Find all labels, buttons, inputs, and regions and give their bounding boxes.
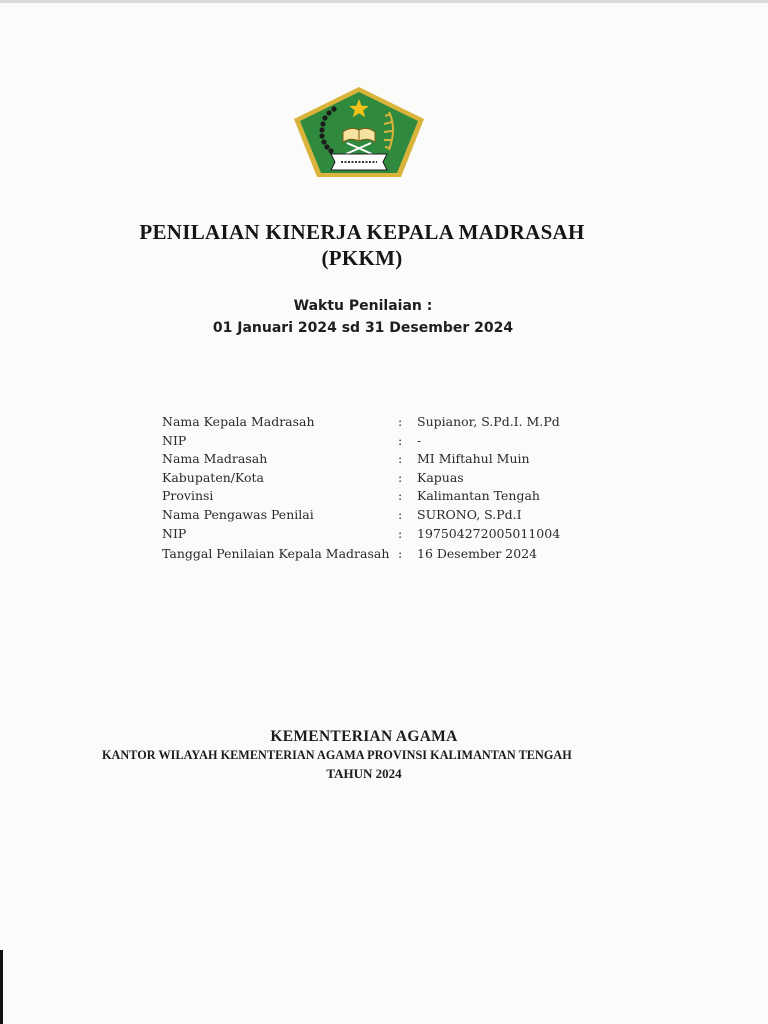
regional-office-name: KANTOR WILAYAH KEMENTERIAN AGAMA PROVINSI KALIMANTAN TENGAH (102, 748, 572, 762)
kementerian-agama-emblem-icon (291, 84, 427, 180)
info-separator: : (398, 488, 403, 504)
info-separator: : (398, 546, 403, 562)
assessment-period-label: Waktu Penilaian : (293, 298, 433, 314)
identity-table (162, 414, 642, 565)
info-value: 16 Desember 2024 (417, 546, 538, 562)
assessment-period-value: 01 Januari 2024 sd 31 Desember 2024 (212, 320, 514, 336)
scan-edge-mark (0, 950, 3, 1024)
info-separator: : (398, 469, 403, 485)
info-label: Kabupaten/Kota (162, 469, 264, 485)
info-separator: : (398, 525, 403, 541)
info-row-principal-name (162, 414, 642, 433)
ministry-name: KEMENTERIAN AGAMA (270, 728, 458, 745)
info-row-province (162, 488, 642, 507)
info-row-supervisor-nip (162, 526, 642, 545)
info-value: 197504272005011004 (417, 525, 561, 541)
info-separator: : (398, 451, 403, 467)
info-separator: : (398, 414, 403, 429)
info-row-principal-nip (162, 433, 642, 452)
info-value: Kapuas (417, 469, 464, 485)
document-year: TAHUN 2024 (326, 766, 402, 781)
info-label: Nama Madrasah (162, 451, 268, 467)
document-title: PENILAIAN KINERJA KEPALA MADRASAH (139, 220, 585, 244)
scan-top-edge (0, 0, 768, 3)
info-value: MI Miftahul Muin (417, 451, 530, 467)
info-row-madrasah-name (162, 451, 642, 470)
info-label: Provinsi (162, 488, 214, 504)
document-title-abbreviation: (PKKM) (321, 246, 403, 270)
info-row-supervisor-name (162, 507, 642, 526)
info-label: NIP (162, 432, 187, 448)
info-separator: : (398, 432, 403, 448)
info-row-assessment-date (162, 546, 642, 565)
info-label: NIP (162, 525, 187, 541)
info-row-regency (162, 470, 642, 489)
info-label: Tanggal Penilaian Kepala Madrasah (162, 546, 390, 562)
info-label: Nama Pengawas Penilai (162, 506, 314, 522)
info-value: - (417, 432, 422, 448)
info-label: Nama Kepala Madrasah (162, 414, 315, 429)
info-value: Kalimantan Tengah (417, 488, 540, 504)
info-separator: : (398, 506, 403, 522)
info-value: Supianor, S.Pd.I. M.Pd (417, 414, 560, 429)
info-value: SURONO, S.Pd.I (417, 506, 522, 522)
